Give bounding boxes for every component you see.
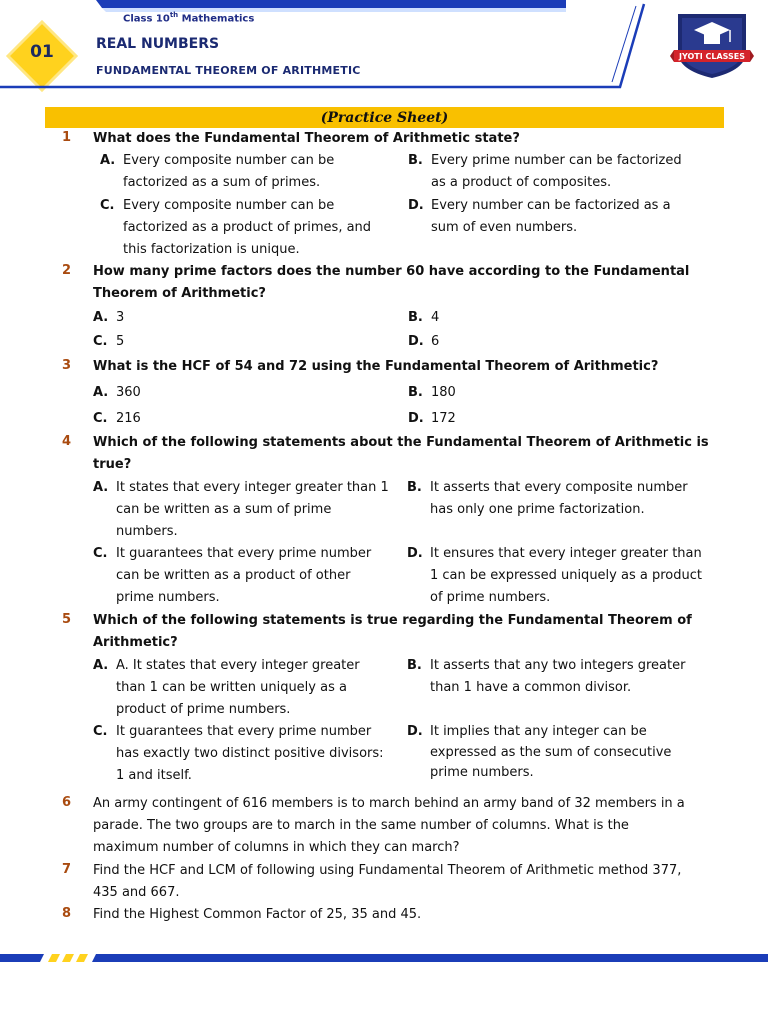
practice-sheet-banner: (Practice Sheet): [45, 107, 724, 128]
question-text: What is the HCF of 54 and 72 using the Fundamental Theorem of Arithmetic?: [93, 359, 659, 374]
option-d: D. It implies that any integer can be expressed as the sum of consecutive prime numbers.: [407, 724, 672, 780]
option-c: C. Every composite number can be factorized as a product of primes, and this factorization is unique.: [100, 198, 372, 257]
question-number: 2: [62, 263, 72, 278]
option-c: C. 5: [93, 334, 125, 349]
footer-stripe: [0, 952, 768, 964]
option-b: B. Every prime number can be factorized as a product of composites.: [408, 153, 682, 190]
question-text-cont: true?: [93, 457, 132, 472]
question-text: What does the Fundamental Theorem of Arithmetic state?: [93, 131, 520, 146]
question-number: 6: [62, 795, 72, 810]
header-rule: [0, 0, 660, 92]
option-d: D. 172: [408, 411, 456, 426]
question-text-cont: parade. The two groups are to march in the same number of columns. What is the: [93, 818, 629, 833]
option-c: C. 216: [93, 411, 141, 426]
chapter-number: 01: [30, 42, 54, 62]
question-text: Find the Highest Common Factor of 25, 35 and 45.: [93, 907, 422, 922]
question-text: Find the HCF and LCM of following using Fundamental Theorem of Arithmetic method 377,: [93, 863, 682, 878]
option-b: B. 4: [408, 310, 440, 325]
chapter-title: REAL NUMBERS: [96, 36, 220, 52]
option-a: A. Every composite number can be factorized as a sum of primes.: [100, 153, 335, 190]
question-text: How many prime factors does the number 60 have according to the Fundamental: [93, 264, 690, 279]
option-d: D. It ensures that every integer greater than 1 can be expressed uniquely as a product of prime numbers.: [407, 546, 702, 605]
question-number: 3: [62, 358, 72, 373]
option-a: A. 3: [93, 310, 125, 325]
question-text: Which of the following statements is true regarding the Fundamental Theorem of: [93, 613, 692, 628]
topic-title: FUNDAMENTAL THEOREM OF ARITHMETIC: [96, 64, 361, 77]
question-number: 5: [62, 612, 72, 627]
option-d: D. Every number can be factorized as a sum of even numbers.: [408, 198, 671, 235]
question-text-cont: Theorem of Arithmetic?: [93, 286, 266, 301]
question-text: An army contingent of 616 members is to march behind an army band of 32 members in a: [93, 796, 685, 811]
option-c: C. It guarantees that every prime number can be written as a product of other prime numbers.: [93, 546, 372, 605]
question-number: 4: [62, 434, 72, 449]
option-a: A. A. It states that every integer greater than 1 can be written uniquely as a product of prime numbers.: [93, 658, 360, 717]
option-a: A. It states that every integer greater than 1 can be written as a sum of prime numbers.: [93, 480, 389, 539]
question-text-cont: Arithmetic?: [93, 635, 178, 650]
question-text: Which of the following statements about the Fundamental Theorem of Arithmetic is: [93, 435, 709, 450]
jyoti-classes-logo: [670, 10, 754, 80]
class-label: Class 10th Mathematics: [123, 11, 255, 25]
question-text-cont: maximum number of columns in which they can march?: [93, 840, 460, 855]
question-text-cont: 435 and 667.: [93, 885, 180, 900]
question-number: 1: [62, 130, 72, 145]
option-b: B. 180: [408, 385, 456, 400]
question-number: 8: [62, 906, 72, 921]
option-c: C. It guarantees that every prime number has exactly two distinct positive divisors: 1 and itself.: [93, 724, 384, 783]
question-number: 7: [62, 862, 72, 877]
option-b: B. It asserts that every composite number has only one prime factorization.: [407, 480, 688, 517]
logo-text: JYOTI CLASSES: [678, 52, 746, 61]
option-b: B. It asserts that any two integers greater than 1 have a common divisor.: [407, 658, 686, 695]
option-a: A. 360: [93, 385, 141, 400]
option-d: D. 6: [408, 334, 440, 349]
